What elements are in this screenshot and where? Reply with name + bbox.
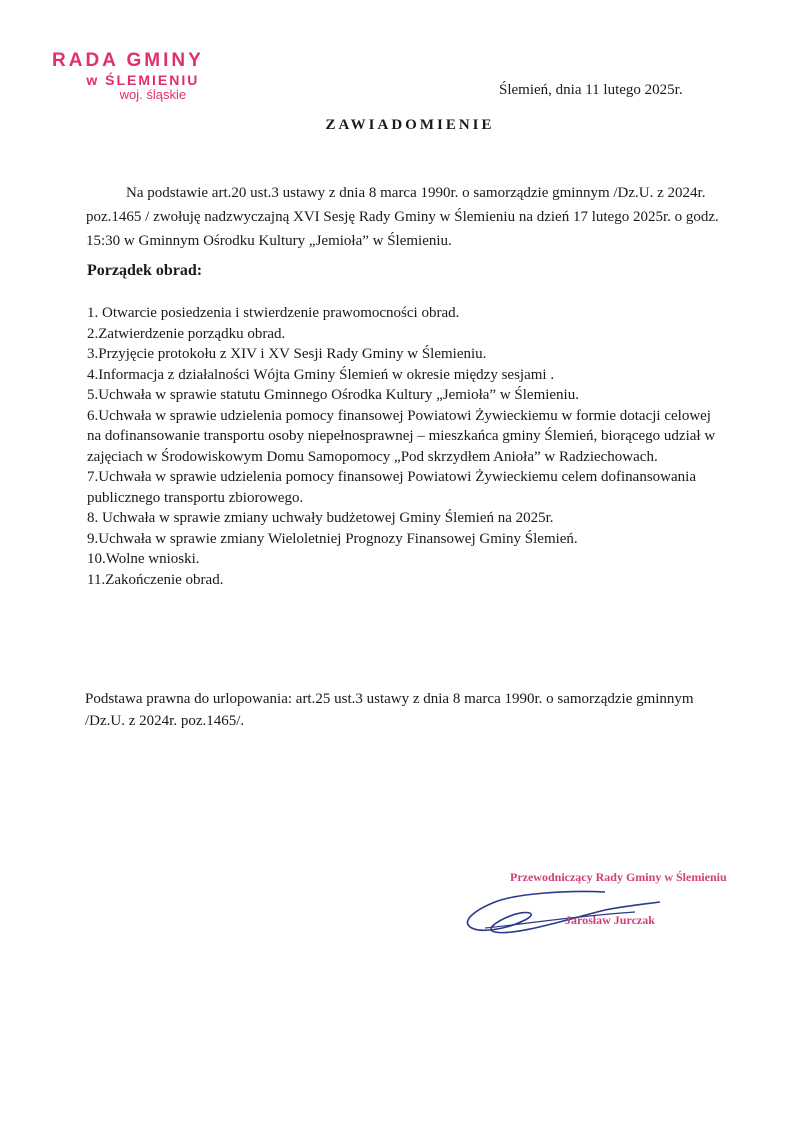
agenda-item: 11.Zakończenie obrad. — [87, 571, 224, 588]
agenda-list — [87, 303, 727, 590]
agenda-item: 7.Uchwała w sprawie udzielenia pomocy finansowej Powiatowi Żywieckiemu celem dofinansowania publicznego transportu zbiorowego. — [87, 469, 696, 506]
agenda-heading: Porządek obrad: — [87, 262, 203, 279]
agenda-item: 9.Uchwała w sprawie zmiany Wieloletniej Prognozy Finansowej Gminy Ślemień. — [87, 530, 578, 547]
stamp-line-2: w ŚLEMIENIU — [86, 71, 200, 88]
intro-paragraph — [86, 181, 726, 253]
council-stamp — [52, 50, 204, 103]
agenda-item: 4.Informacja z działalności Wójta Gminy Ślemień w okresie między sesjami . — [87, 366, 555, 383]
stamp-line-3: woj. śląskie — [119, 86, 187, 102]
intro-text: Na podstawie art.20 ust.3 ustawy z dnia 8 marca 1990r. o samorządzie gminnym /Dz.U. z 2024r. poz.1465 / zwołuję nadzwyczajną XVI Sesję Rady Gminy w Ślemieniu na dzień 17 lutego 2025r. o godz. 15:30 w Gminnym Ośrodku Kultury „Jemioła” w Ślemieniu. — [86, 185, 719, 249]
agenda-item: 8. Uchwała w sprawie zmiany uchwały budżetowej Gminy Ślemień na 2025r. — [87, 510, 554, 526]
legal-basis: Podstawa prawna do urlopowania: art.25 ust.3 ustawy z dnia 8 marca 1990r. o samorządzie gminnym /Dz.U. z 2024r. poz.1465/. — [85, 691, 694, 729]
stamp-line-1: RADA GMINY — [52, 50, 204, 71]
agenda-item: 5.Uchwała w sprawie statutu Gminnego Ośrodka Kultury „Jemioła” w Ślemieniu. — [87, 387, 579, 403]
agenda-item: 1. Otwarcie posiedzenia i stwierdzenie prawomocności obrad. — [87, 305, 460, 321]
agenda-item: 3.Przyjęcie protokołu z XIV i XV Sesji Rady Gminy w Ślemieniu. — [87, 346, 487, 362]
agenda-item: 10.Wolne wnioski. — [87, 551, 200, 567]
agenda-item: 2.Zatwierdzenie porządku obrad. — [87, 325, 286, 342]
document-date: Ślemień, dnia 11 lutego 2025r. — [499, 82, 683, 98]
document-title: ZAWIADOMIENIE — [325, 117, 495, 133]
agenda-item: 6.Uchwała w sprawie udzielenia pomocy finansowej Powiatowi Żywieckiemu w formie dotacji celowej na dofinansowanie transportu osoby niepełnosprawnej – mieszkańca gminy Ślemień, biorącego udział w zajęciach w Środowiskowym Domu Samopomocy „Pod skrzydłem Anioła” w Radziechowach. — [87, 407, 716, 465]
signatory-name: Jarosław Jurczak — [565, 913, 655, 927]
signatory-role: Przewodniczący Rady Gminy w Ślemieniu — [510, 870, 727, 884]
